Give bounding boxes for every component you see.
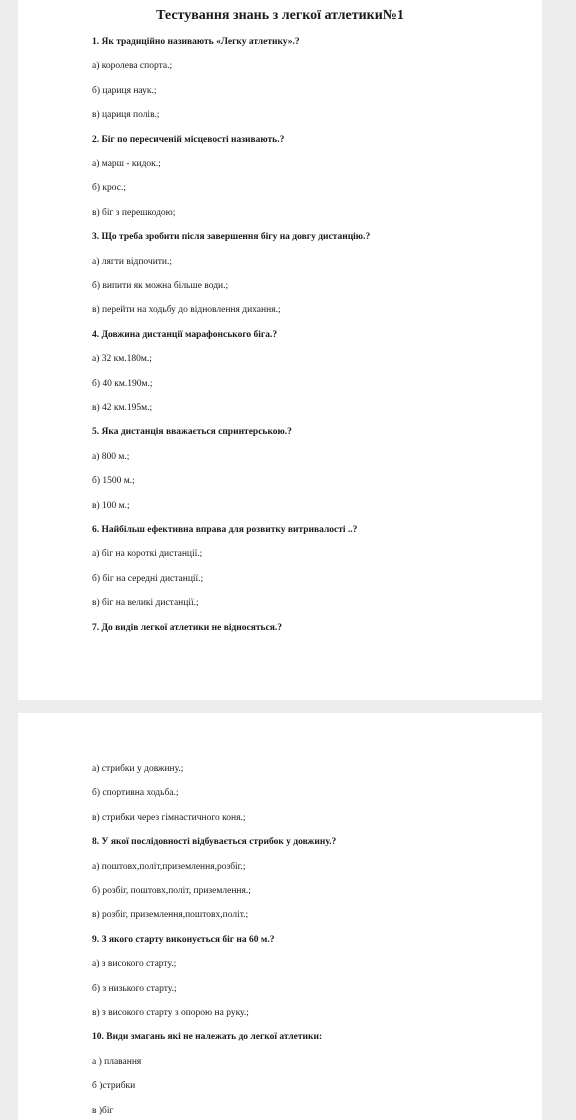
answer-option: в) перейти на ходьбу до відновлення дихання.; — [92, 305, 281, 316]
answer-option: б) цариця наук.; — [92, 85, 157, 96]
answer-option: б) біг на середні дистанції.; — [92, 573, 204, 584]
answer-option: в )біг — [92, 1105, 114, 1116]
question-text: 6. Найбільш ефективна вправа для розвитку витривалості ..? — [92, 525, 358, 535]
answer-option: а) 32 км.180м.; — [92, 354, 152, 365]
answer-option: в) розбіг, приземлення,поштовх,політ.; — [92, 910, 249, 921]
answer-option: в) 42 км.195м.; — [92, 403, 153, 413]
answer-option: а) біг на короткі дистанції.; — [92, 549, 203, 560]
page-title: Тестування знань з легкої атлетики№1 — [156, 8, 404, 23]
question-text: 8. У якої послідовності відбувається стрибок у довжину.? — [92, 837, 337, 848]
question-text: 2. Біг по пересиченій місцевості називають.? — [92, 134, 285, 145]
question-text: 9. З якого старту виконується біг на 60 м.? — [92, 934, 275, 945]
answer-option: а) 800 м.; — [92, 451, 130, 462]
answer-option: в) 100 м.; — [92, 500, 130, 511]
question-text: 5. Яка дистанція вважається спринтерською.? — [92, 427, 292, 438]
answer-option: б) крос.; — [92, 183, 126, 194]
answer-option: а) поштовх,політ,приземлення,розбіг.; — [92, 861, 246, 872]
answer-option: а) стрибки у довжину.; — [92, 764, 184, 774]
document-page-1 — [18, 0, 542, 700]
question-text: 7. До видів легкої атлетики не відносяться.? — [92, 622, 283, 633]
answer-option: б) з низького старту.; — [92, 983, 177, 994]
question-text: 1. Як традиційно називають «Легку атлетику».? — [92, 37, 300, 47]
question-text: 4. Довжина дистанції марафонського біга.? — [92, 329, 278, 340]
question-text: 10. Види змагань які не належать до легкої атлетики: — [92, 1032, 323, 1043]
answer-option: а) лягти відпочити.; — [92, 256, 173, 267]
answer-option: в) з високого старту з опорою на руку.; — [92, 1008, 249, 1018]
answer-option: б) 40 км.190м.; — [92, 378, 153, 389]
answer-option: а) з високого старту.; — [92, 959, 177, 970]
answer-option: в) цариця полів.; — [92, 110, 160, 121]
answer-option: б )стрибки — [92, 1081, 136, 1092]
answer-option: б) 1500 м.; — [92, 476, 135, 487]
answer-option: в) біг з перешкодою; — [92, 207, 176, 218]
answer-option: б) спортивна ходьба.; — [92, 788, 179, 799]
answer-option: а) королева спорта.; — [92, 61, 173, 72]
question-text: 3. Що треба зробити після завершення бігу на довгу дистанцію.? — [92, 232, 371, 243]
answer-option: а) марш - кидок.; — [92, 159, 161, 169]
answer-option: б) випити як можна більше води.; — [92, 281, 229, 291]
document-page-2 — [18, 713, 542, 1120]
answer-option: в) біг на великі дистанції.; — [92, 598, 199, 609]
answer-option: а ) плавання — [92, 1056, 142, 1067]
answer-option: б) розбіг, поштовх,політ, приземлення.; — [92, 886, 251, 896]
answer-option: в) стрибки через гімнастичного коня.; — [92, 812, 246, 823]
